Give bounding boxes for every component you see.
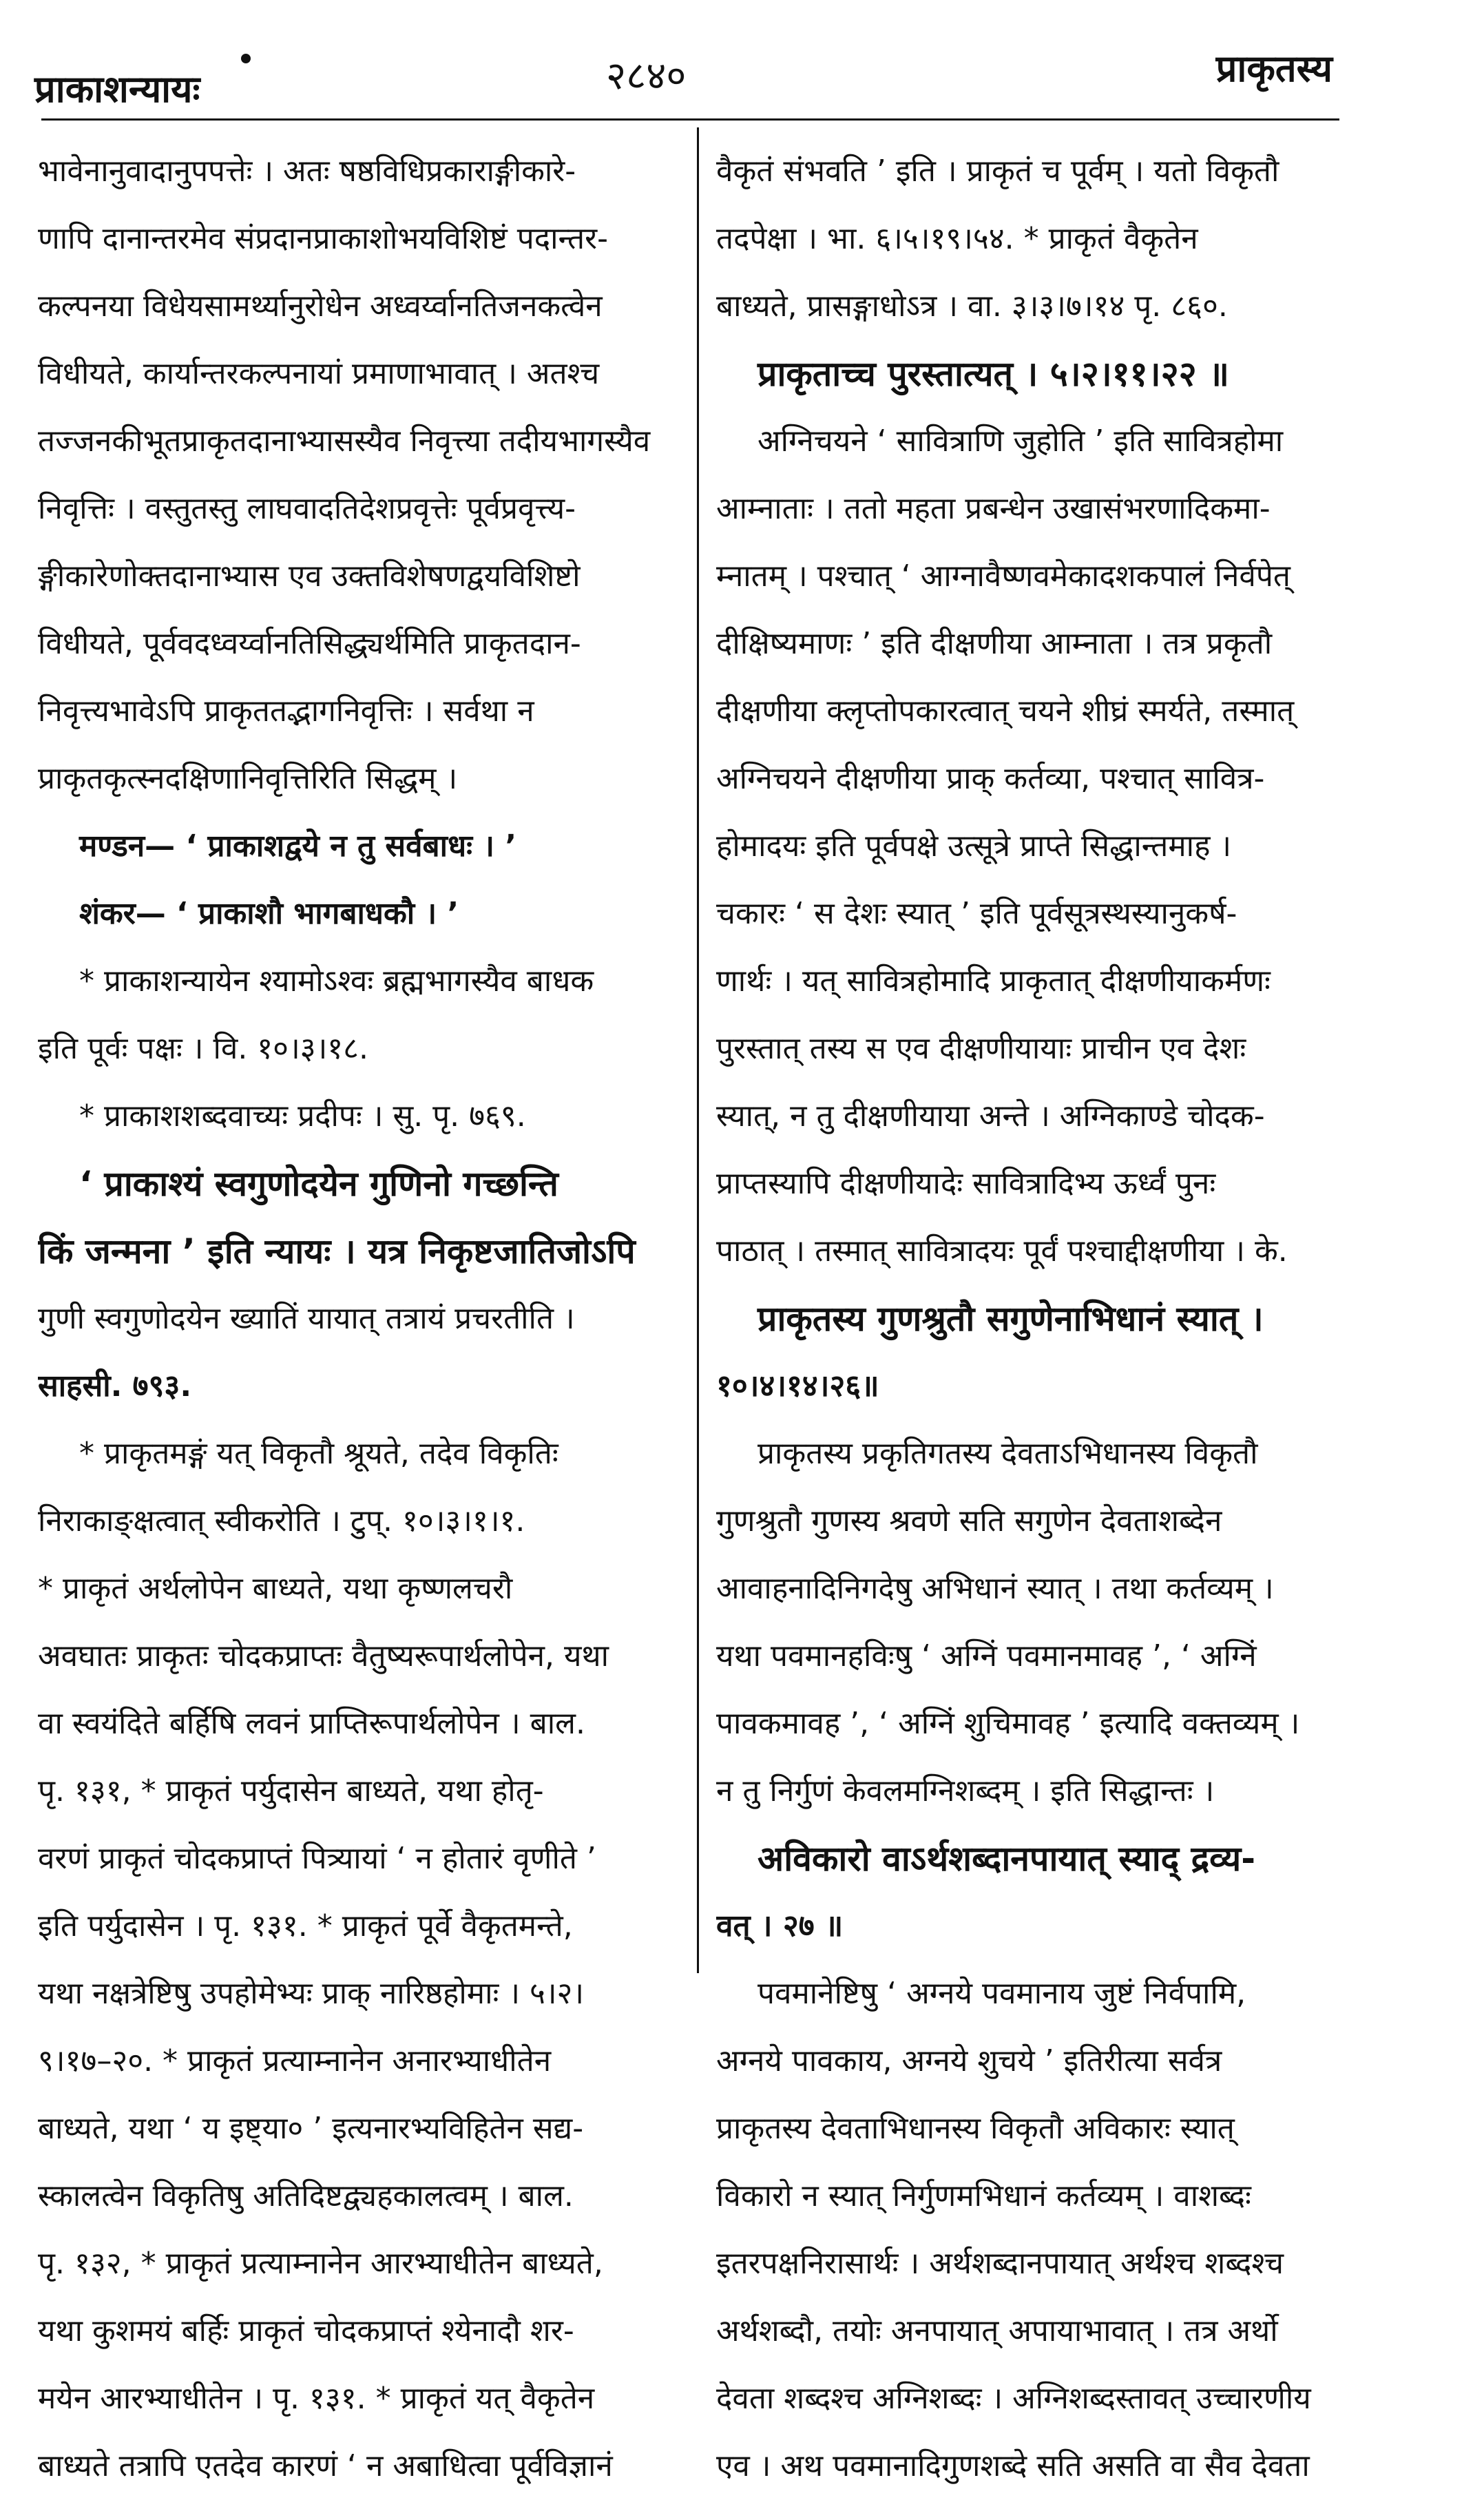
left-column-line: पृ. १३२, * प्राकृतं प्रत्याम्नानेन आरभ्याधीतेन बाध्यते,	[38, 2246, 603, 2281]
left-column-line: बाध्यते तत्रापि एतदेव कारणं ‘ न अबाधित्वा पूर्वविज्ञानं	[38, 2448, 613, 2483]
right-column-line: इतरपक्षनिरासार्थः । अर्थशब्दानपायात् अर्थश्च शब्दश्च	[716, 2246, 1284, 2281]
right-column-line: पावकमावह ’, ‘ अग्निं शुचिमावह ’ इत्यादि वक्तव्यम् ।	[716, 1706, 1300, 1741]
right-column-line: १०।४।१४।२६॥	[716, 1368, 879, 1404]
left-column-line: निराकाङ्क्षत्वात् स्वीकरोति । टुप्. १०।३।१।१.	[38, 1503, 525, 1539]
right-column-line: एव । अथ पवमानादिगुणशब्दे सति असति वा सैव देवता	[716, 2448, 1310, 2483]
left-column-line: किं जन्मना ’ इति न्यायः । यत्र निकृष्टजातिजोऽपि	[38, 1231, 636, 1271]
right-column-line: तदपेक्षा । भा. ६।५।१९।५४. * प्राकृतं वैकृतेन	[716, 221, 1198, 256]
right-column-line: होमादयः इति पूर्वपक्षे उत्सूत्रे प्राप्ते सिद्धान्तमाह ।	[716, 829, 1232, 864]
right-column-line: अग्निचयने दीक्षणीया प्राक् कर्तव्या, पश्चात् सावित्र-	[716, 761, 1265, 796]
left-column-line: ९।१७–२०. * प्राकृतं प्रत्याम्नानेन अनारभ्याधीतेन	[38, 2043, 552, 2079]
left-column-line: णापि दानान्तरमेव संप्रदानप्राकाशोभयविशिष्टं पदान्तर-	[38, 221, 609, 256]
right-column-line: अर्थशब्दौ, तयोः अनपायात् अपायाभावात् । तत्र अर्थो	[716, 2313, 1278, 2348]
page-header	[34, 41, 1333, 152]
left-column-line: ‘ प्राकाश्यं स्वगुणोदयेन गुणिनो गच्छन्ति	[79, 1164, 558, 1204]
right-column-line: पवमानेष्टिषु ‘ अग्नये पवमानाय जुष्टं निर्वपामि,	[757, 1976, 1246, 2011]
right-column-line: बाध्यते, प्रासङ्गाधोऽत्र । वा. ३।३।७।१४ पृ. ८६०.	[716, 289, 1228, 324]
right-column-line: अग्नये पावकाय, अग्नये शुचये ’ इतिरीत्या सर्वत्र	[716, 2043, 1222, 2079]
right-column-line: आवाहनादिनिगदेषु अभिधानं स्यात् । तथा कर्तव्यम् ।	[716, 1571, 1274, 1606]
left-column-line: मयेन आरभ्याधीतेन । पृ. १३१. * प्राकृतं यत् वैकृतेन	[38, 2381, 595, 2416]
left-column-line: निवृत्त्यभावेऽपि प्राकृततद्भागनिवृत्तिः । सर्वथा न	[38, 694, 534, 729]
running-head-left: प्राकाशन्यायः	[34, 67, 200, 111]
left-column-line: * प्राकाशशब्दवाच्यः प्रदीपः । सु. पृ. ७६९.	[79, 1098, 526, 1134]
right-column-line: प्राकृताच्च पुरस्तात्यत् । ५।२।११।२२ ॥	[757, 354, 1229, 394]
right-column-line: पुरस्तात् तस्य स एव दीक्षणीयायाः प्राचीन एव देशः	[716, 1031, 1246, 1066]
right-column-line: अग्निचयने ‘ सावित्राणि जुहोति ’ इति सावित्रहोमा	[757, 424, 1284, 459]
right-column-line: देवता शब्दश्च अग्निशब्दः । अग्निशब्दस्तावत् उच्चारणीय	[716, 2381, 1311, 2416]
running-head-right: प्राकृतस्य	[1215, 47, 1333, 90]
right-column-line: यथा पवमानहविःषु ‘ अग्निं पवमानमावह ’, ‘ अग्निं	[716, 1638, 1257, 1674]
right-column-line: वैकृतं संभवति ’ इति । प्राकृतं च पूर्वम् । यतो विकृतौ	[716, 154, 1279, 189]
left-column-line: भावेनानुवादानुपपत्तेः । अतः षष्ठविधिप्रकाराङ्गीकारे-	[38, 154, 576, 189]
right-column-line: आम्नाताः । ततो महता प्रबन्धेन उखासंभरणादिकमा-	[716, 491, 1271, 526]
left-column-line: कल्पनया विधेयसामर्थ्यानुरोधेन अध्वर्य्वानतिजनकत्वेन	[38, 289, 603, 324]
left-column-line: ङ्गीकारेणोक्तदानाभ्यास एव उक्तविशेषणद्वयविशिष्टो	[38, 559, 581, 594]
right-column-line: गुणश्रुतौ गुणस्य श्रवणे सति सगुणेन देवताशब्देन	[716, 1503, 1222, 1539]
ink-dot	[241, 54, 251, 63]
left-column-line: यथा कुशमयं बर्हिः प्राकृतं चोदकप्राप्तं श्येनादौ शर-	[38, 2313, 574, 2348]
left-column-line: * प्राकृतं अर्थलोपेन बाध्यते, यथा कृष्णलचरौ	[38, 1571, 513, 1606]
left-column-line: प्राकृतकृत्स्नदक्षिणानिवृत्तिरिति सिद्धम् ।	[38, 761, 458, 796]
right-column	[716, 138, 1377, 2500]
right-column-line: दीक्षिष्यमाणः ’ इति दीक्षणीया आम्नाता । तत्र प्रकृतौ	[716, 626, 1273, 661]
left-column-line: विधीयते, पूर्ववदध्वर्य्वानतिसिद्ध्यर्थमिति प्राकृतदान-	[38, 626, 581, 661]
left-column	[38, 138, 699, 2500]
left-column-line: अवघातः प्राकृतः चोदकप्राप्तः वैतुष्यरूपार्थलोपेन, यथा	[38, 1638, 609, 1674]
left-column-line: * प्राकृतमङ्गं यत् विकृतौ श्रूयते, तदेव विकृतिः	[79, 1436, 558, 1471]
left-column-line: स्कालत्वेन विकृतिषु अतिदिष्टद्व्यहकालत्वम् । बाल.	[38, 2178, 574, 2213]
left-column-line: वा स्वयंदिते बर्हिषि लवनं प्राप्तिरूपार्थलोपेन । बाल.	[38, 1706, 585, 1741]
left-column-line: पृ. १३१, * प्राकृतं पर्युदासेन बाध्यते, यथा होतृ-	[38, 1773, 544, 1809]
left-column-line: इति पूर्वः पक्षः । वि. १०।३।१८.	[38, 1031, 369, 1066]
left-column-line: गुणी स्वगुणोदयेन ख्यातिं यायात् तत्रायं प्रचरतीति ।	[38, 1301, 575, 1336]
right-column-line: दीक्षणीया क्लृप्तोपकारत्वात् चयने शीघ्रं स्मर्यते, तस्मात्	[716, 694, 1295, 729]
left-column-line: साहसी. ७९३.	[38, 1368, 192, 1404]
header-rule	[41, 118, 1339, 121]
left-column-line: तज्जनकीभूतप्राकृतदानाभ्यासस्यैव निवृत्त्या तदीयभागस्यैव	[38, 424, 651, 459]
left-column-line: शंकर— ‘ प्राकाशौ भागबाधकौ । ’	[79, 896, 459, 931]
left-column-line: इति पर्युदासेन । पृ. १३१. * प्राकृतं पूर्वे वैकृतमन्ते,	[38, 1908, 573, 1944]
page-number: २८४०	[606, 54, 687, 98]
right-column-line: प्राकृतस्य गुणश्रुतौ सगुणेनाभिधानं स्यात् ।	[757, 1299, 1264, 1339]
right-column-line: चकारः ‘ स देशः स्यात् ’ इति पूर्वसूत्रस्थस्यानुकर्ष-	[716, 896, 1237, 931]
left-column-line: वरणं प्राकृतं चोदकप्राप्तं पित्र्यायां ‘ न होतारं वृणीते ’	[38, 1841, 596, 1876]
right-column-line: अविकारो वाऽर्थशब्दानपायात् स्याद् द्रव्य-	[757, 1839, 1256, 1879]
left-column-line: यथा नक्षत्रेष्टिषु उपहोमेभ्यः प्राक् नारिष्ठहोमाः । ५।२।	[38, 1976, 585, 2011]
right-column-line: स्यात्, न तु दीक्षणीयाया अन्ते । अग्निकाण्डे चोदक-	[716, 1098, 1265, 1134]
right-column-line: प्राप्तस्यापि दीक्षणीयादेः सावित्रादिभ्य ऊर्ध्वं पुनः	[716, 1166, 1216, 1201]
right-column-line: पाठात् । तस्मात् सावित्रादयः पूर्वं पश्चाद्दीक्षणीया । के.	[716, 1233, 1288, 1269]
left-column-line: विधीयते, कार्यान्तरकल्पनायां प्रमाणाभावात् । अतश्च	[38, 356, 600, 391]
right-column-line: वत् । २७ ॥	[716, 1908, 844, 1944]
left-column-line: बाध्यते, यथा ‘ य इष्ट्या० ’ इत्यनारभ्यविहितेन सद्य-	[38, 2111, 584, 2146]
right-column-line: णार्थः । यत् सावित्रहोमादि प्राकृतात् दीक्षणीयाकर्मणः	[716, 963, 1271, 999]
left-column-line: * प्राकाशन्यायेन श्यामोऽश्वः ब्रह्मभागस्यैव बाधक	[79, 963, 594, 999]
left-column-line: मण्डन— ‘ प्राकाशद्वये न तु सर्वबाधः । ’	[79, 829, 517, 864]
right-column-line: न तु निर्गुणं केवलमग्निशब्दम् । इति सिद्धान्तः ।	[716, 1773, 1215, 1809]
right-column-line: प्राकृतस्य प्रकृतिगतस्य देवताऽभिधानस्य विकृतौ	[757, 1436, 1258, 1471]
right-column-line: विकारो न स्यात् निर्गुणमभिधानं कर्तव्यम् । वाशब्दः	[716, 2178, 1251, 2213]
right-column-line: प्राकृतस्य देवताभिधानस्य विकृतौ अविकारः स्यात्	[716, 2111, 1235, 2146]
right-column-line: म्नातम् । पश्चात् ‘ आग्नावैष्णवमेकादशकपालं निर्वपेत्	[716, 559, 1290, 594]
left-column-line: निवृत्तिः । वस्तुतस्तु लाघवादतिदेशप्रवृत्तेः पूर्वप्रवृत्त्य-	[38, 491, 576, 526]
